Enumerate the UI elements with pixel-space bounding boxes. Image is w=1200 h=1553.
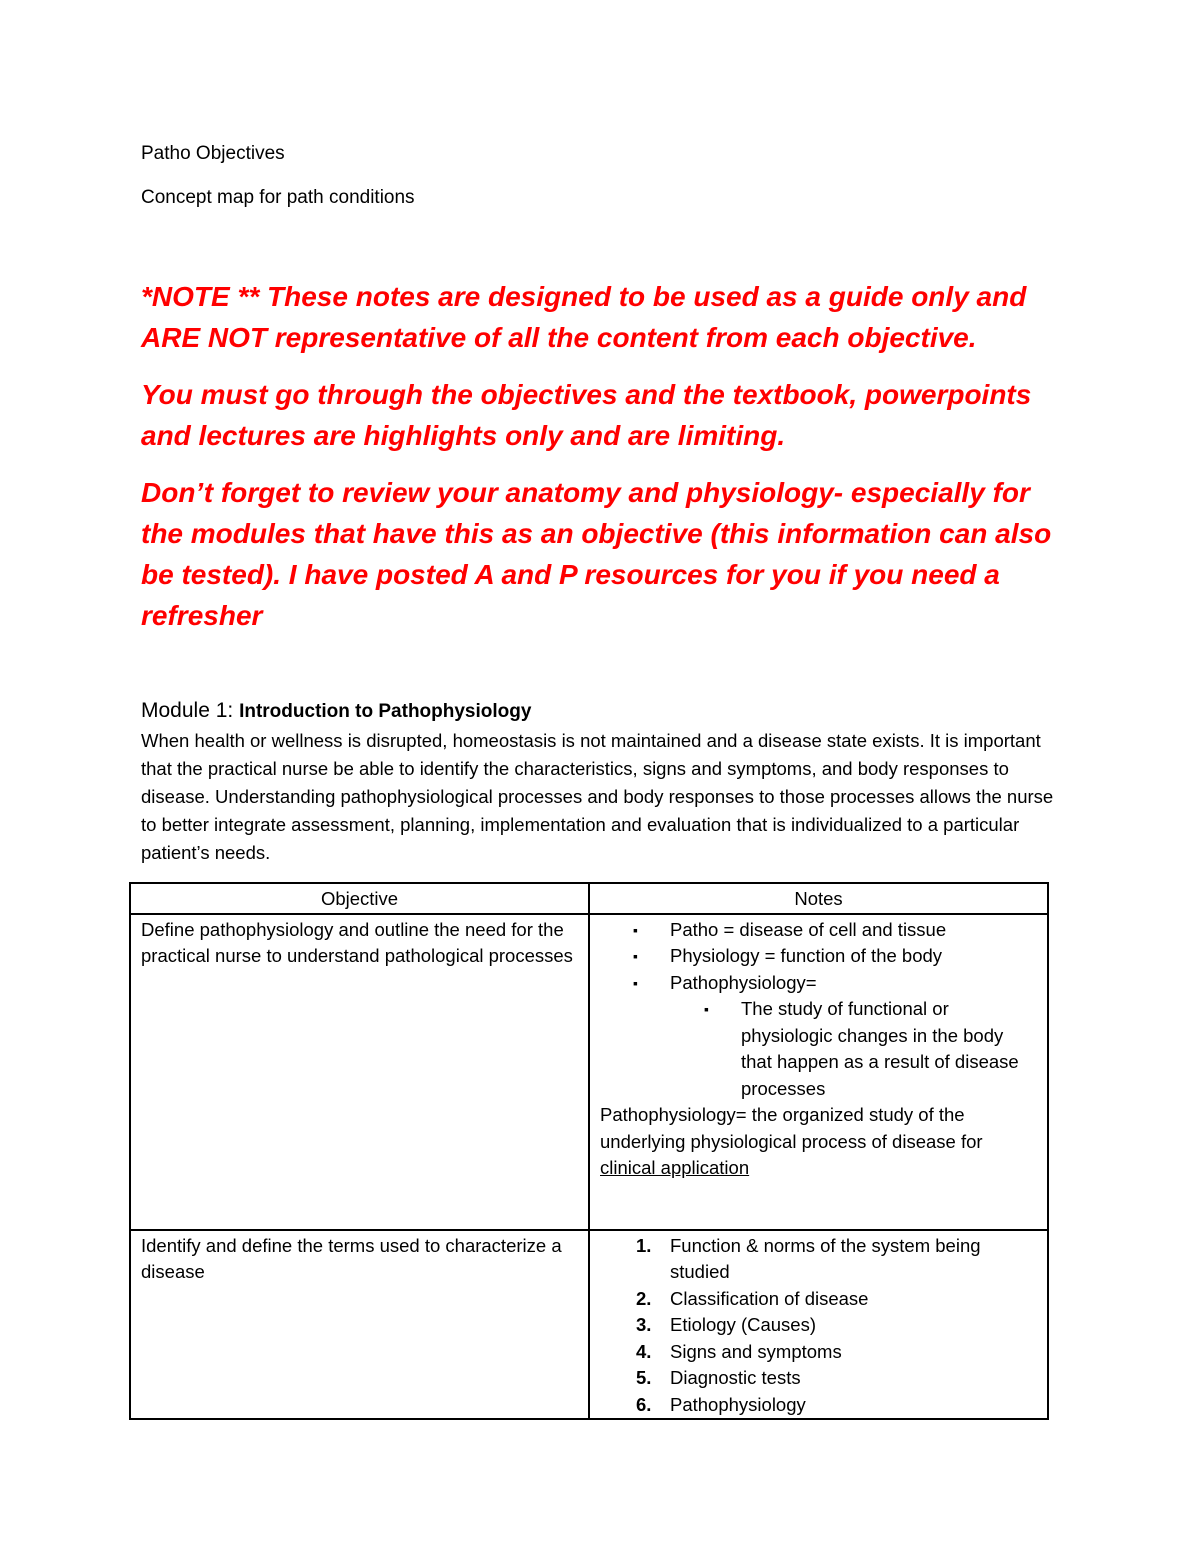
definition-underlined: clinical application: [600, 1157, 750, 1178]
list-item: [600, 1312, 1037, 1339]
objective-cell: Identify and define the terms used to characterize a disease: [130, 1230, 589, 1420]
list-item: [600, 1365, 1037, 1392]
definition-body: Pathophysiology= the organized study of the underlying physiological process of disease for: [600, 1104, 983, 1152]
table-row: [130, 1230, 1048, 1420]
notice-paragraph: You must go through the objectives and the textbook, powerpoints and lectures are highlights only and are limiting.: [141, 379, 1032, 451]
list-item: ▪ Pathophysiology=: [600, 970, 1037, 997]
definition-text: [600, 1102, 1037, 1182]
list-item: [600, 1392, 1037, 1419]
bullet-list: [600, 917, 1037, 997]
sub-bullet-list: [600, 996, 1037, 1102]
document-subtitle: Concept map for path conditions: [141, 187, 415, 208]
red-notice: [141, 276, 1061, 652]
list-item: ▪ Physiology = function of the body: [600, 943, 1037, 970]
item-number: 5.: [636, 1367, 652, 1388]
document-title: Patho Objectives: [141, 143, 285, 164]
list-item: [600, 1339, 1037, 1366]
module-heading: [141, 699, 531, 723]
list-item: [600, 1286, 1037, 1313]
item-text: Diagnostic tests: [670, 1367, 801, 1388]
item-text: Signs and symptoms: [670, 1340, 842, 1362]
list-item: [600, 1233, 1037, 1286]
item-text: Classification of disease: [670, 1287, 869, 1309]
list-item: ▪ Patho = disease of cell and tissue: [600, 917, 1037, 944]
item-text: Function & norms of the system being studied: [670, 1234, 981, 1282]
item-number: 3.: [636, 1314, 652, 1335]
notice-paragraph: *NOTE ** These notes are designed to be used as a guide only and ARE NOT representative of all the content from each objective.: [141, 281, 1027, 353]
table-row: [130, 914, 1048, 1230]
notice-paragraph: Don’t forget to review your anatomy and physiology- especially for the modules that have this as an objective (this information can also be tested). I have posted A and P resources for you if you need a refresher: [141, 477, 1052, 631]
notes-cell: [589, 1230, 1048, 1420]
module-prefix: Module 1:: [141, 699, 234, 722]
header-notes: Notes: [589, 883, 1048, 914]
module-title: Introduction to Pathophysiology: [239, 701, 532, 722]
notes-cell: [589, 914, 1048, 1230]
numbered-list: [600, 1233, 1037, 1419]
table-header-row: [130, 883, 1048, 914]
objectives-table: [129, 882, 1049, 1420]
module-intro: When health or wellness is disrupted, homeostasis is not maintained and a disease state exists. It is important that the practical nurse be able to identify the characteristics, signs and symptoms, and body responses to disease. Understanding pathophysiological processes and body responses to those processes allows the nurse to better integrate assessment, planning, implementation and evaluation that is individualized to a particular patient’s needs.: [141, 730, 1054, 863]
header-objective: Objective: [130, 883, 589, 914]
item-text: Pathophysiology: [670, 1393, 806, 1415]
item-number: 1.: [636, 1234, 652, 1256]
list-item: ▪ The study of functional or physiologic changes in the body that happen as a result of disease processes: [600, 996, 1037, 1102]
item-number: 4.: [636, 1340, 652, 1362]
item-number: 6.: [636, 1393, 652, 1415]
item-text: Etiology (Causes): [670, 1314, 817, 1335]
item-number: 2.: [636, 1287, 652, 1309]
objective-cell: Define pathophysiology and outline the need for the practical nurse to understand pathological processes: [130, 914, 589, 1230]
